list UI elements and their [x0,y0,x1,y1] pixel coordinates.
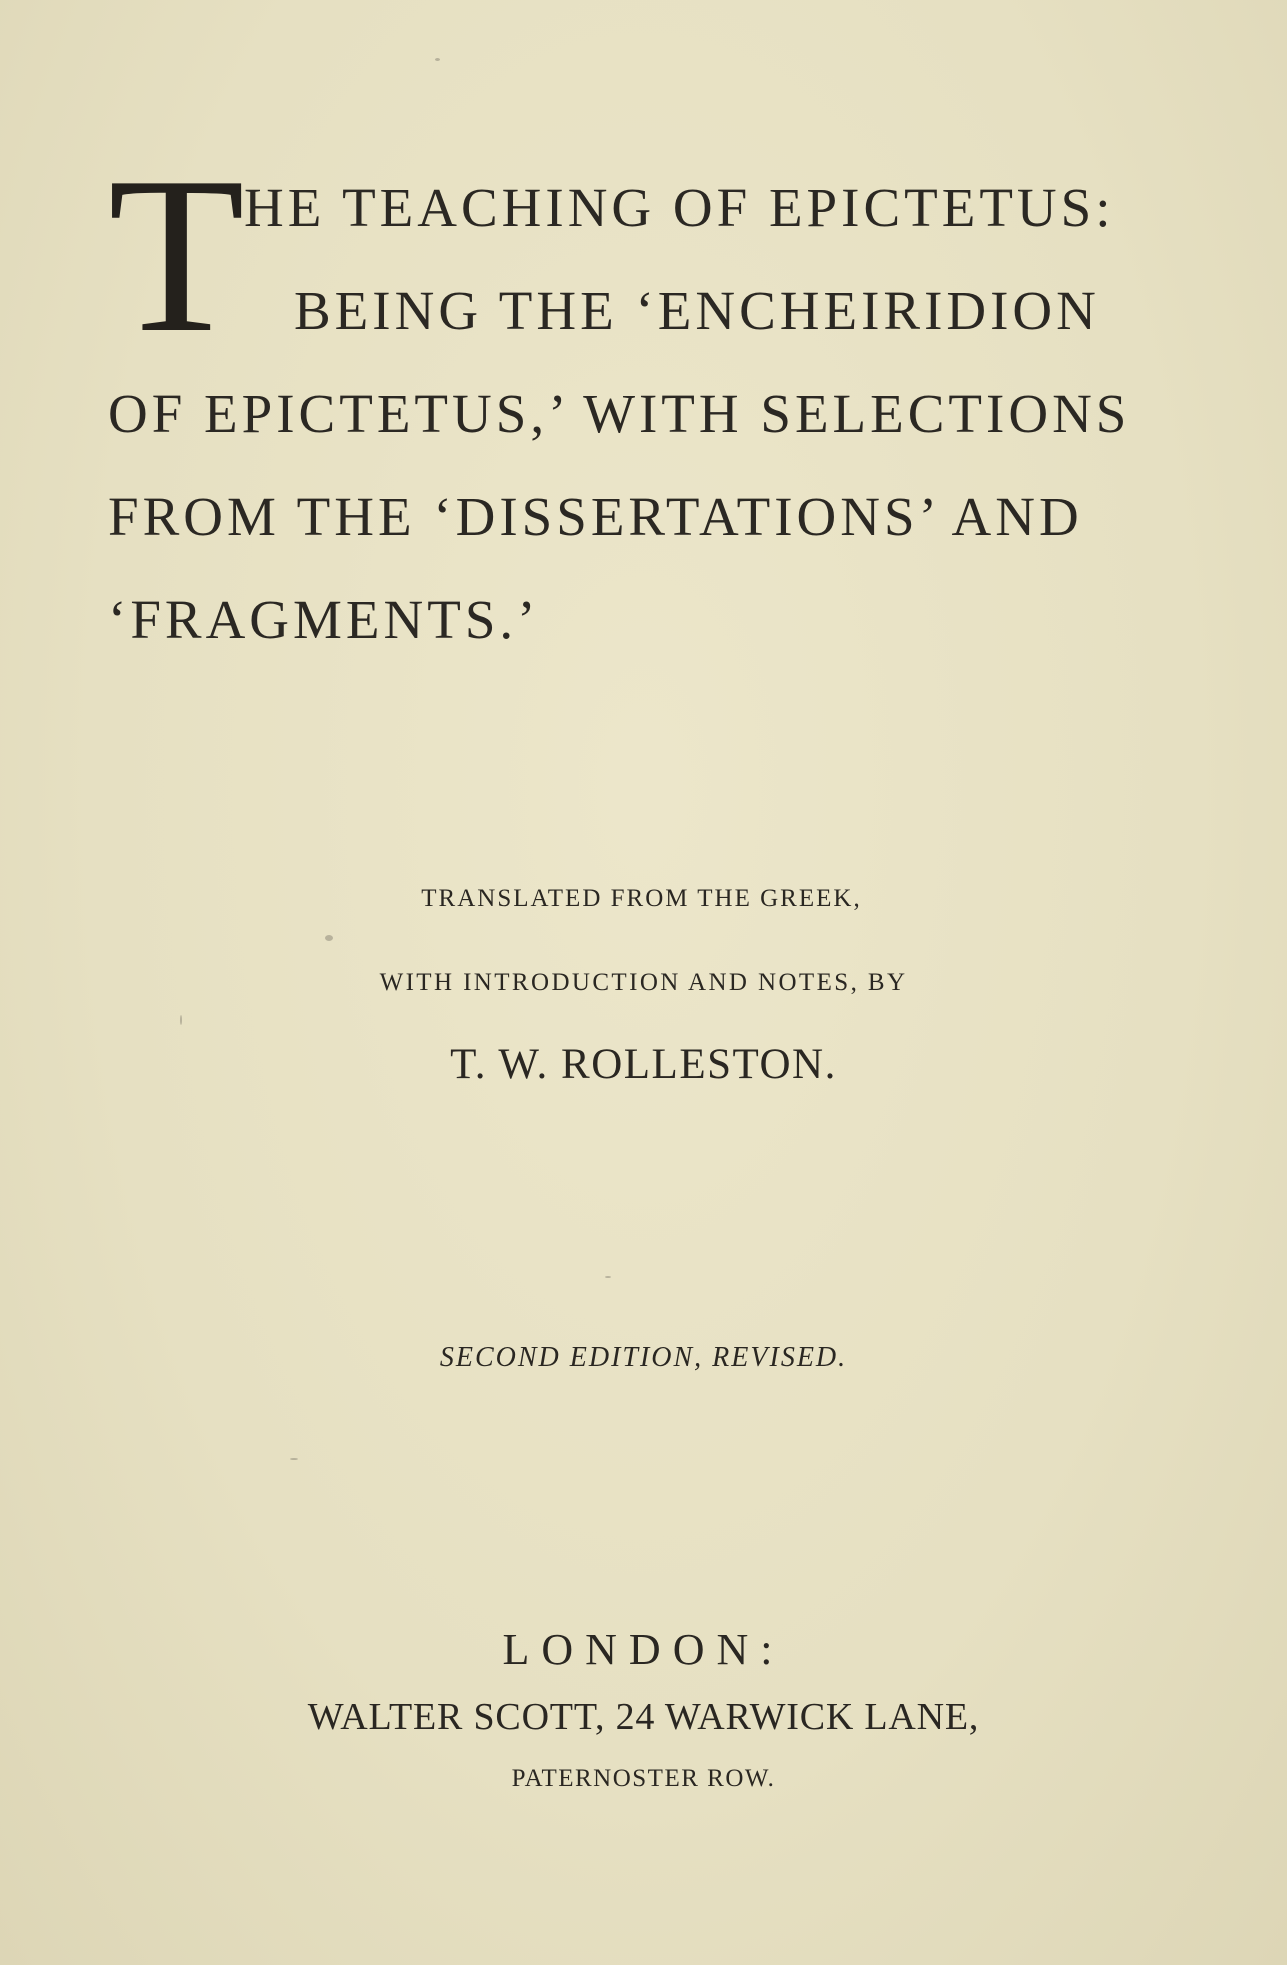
title-line-2: BEING THE ‘ENCHEIRIDION [294,280,1100,341]
drop-cap: T [108,131,245,379]
paper-speck [290,1458,298,1460]
imprint-city: LONDON: [502,1625,785,1674]
imprint-publisher: WALTER SCOTT, 24 WARWICK LANE, [307,1696,980,1738]
translated-line: TRANSLATED FROM THE GREEK, [421,885,862,912]
title-line-4: FROM THE ‘DISSERTATIONS’ AND [108,486,1083,547]
title-line-1: HE TEACHING OF EPICTETUS: [244,177,1115,238]
author-name: T. W. ROLLESTON. [450,1041,837,1088]
paper-speck [325,935,333,941]
introduction-line: WITH INTRODUCTION AND NOTES, BY [379,969,908,996]
title-line-5: ‘FRAGMENTS.’ [108,589,540,650]
edition-note: SECOND EDITION, REVISED. [439,1342,848,1373]
paper-speck [435,58,440,61]
paper-speck [605,1276,611,1278]
paper-speck [180,1015,182,1025]
imprint-street: PATERNOSTER ROW. [511,1765,776,1792]
title-line-3: OF EPICTETUS,’ WITH SELECTIONS [108,383,1131,444]
